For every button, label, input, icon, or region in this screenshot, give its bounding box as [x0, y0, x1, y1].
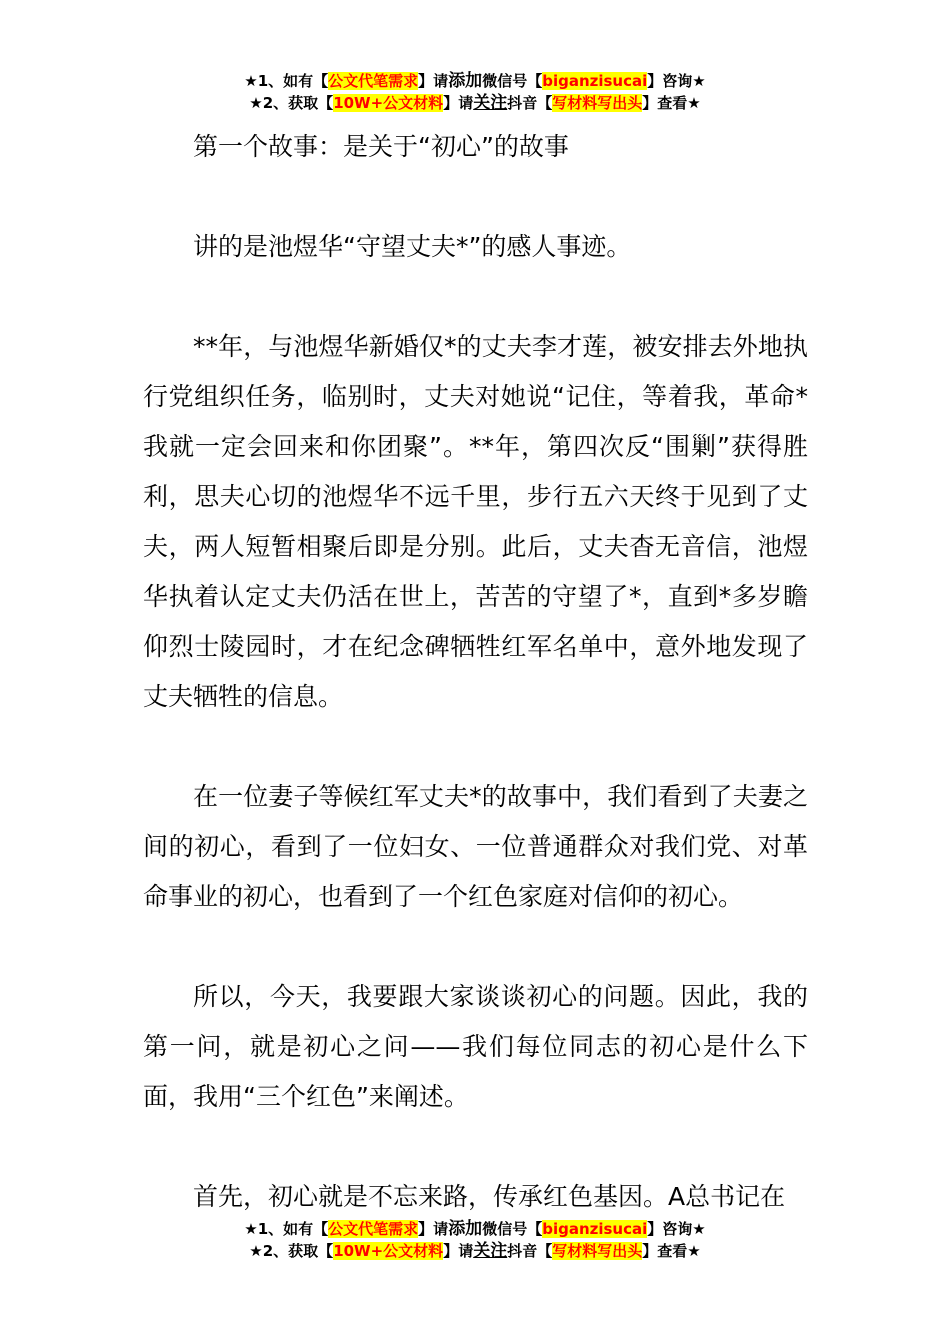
- banner-highlight: 写材料写出头: [552, 1242, 643, 1260]
- banner-text: 】请: [443, 94, 474, 112]
- banner-text: 】咨询★: [647, 72, 706, 90]
- banner-emphasis: 关注: [473, 93, 508, 113]
- paragraph: 所以，今天，我要跟大家谈谈初心的问题。因此，我的第一问，就是初心之问——我们每位同志的初心是什么下面，我用“三个红色”来阐述。: [143, 982, 808, 1111]
- banner-text: 】咨询★: [647, 1220, 706, 1238]
- banner-highlight: 10W+公文材料: [333, 1242, 444, 1260]
- banner-text: ★2、获取【: [249, 94, 334, 112]
- banner-highlight: 10W+公文材料: [333, 94, 444, 112]
- banner-emphasis: 添加: [448, 71, 483, 91]
- paragraph: 讲的是池煜华“守望丈夫*”的感人事迹。: [193, 232, 632, 261]
- banner-line-2: [0, 92, 950, 114]
- document-body: [143, 122, 808, 1222]
- banner-highlight: 写材料写出头: [552, 94, 643, 112]
- paragraph: 在一位妻子等候红军丈夫*的故事中，我们看到了夫妻之间的初心，看到了一位妇女、一位普通群众对我们党、对革命事业的初心，也看到了一个红色家庭对信仰的初心。: [143, 782, 808, 911]
- banner-highlight: 公文代笔需求: [328, 72, 419, 90]
- banner-text: 】请: [443, 1242, 474, 1260]
- banner-highlight: biganzisucai: [542, 1220, 648, 1238]
- banner-text: ★1、如有【: [244, 72, 329, 90]
- banner-highlight: biganzisucai: [542, 72, 648, 90]
- banner-highlight: 公文代笔需求: [328, 1220, 419, 1238]
- banner-text: 】请: [418, 1220, 449, 1238]
- bottom-banner: [0, 1218, 950, 1262]
- banner-text: 抖音【: [507, 1242, 553, 1260]
- banner-text: 】请: [418, 72, 449, 90]
- story-title: 第一个故事：是关于“初心”的故事: [193, 132, 569, 161]
- banner-text: 抖音【: [507, 94, 553, 112]
- banner-emphasis: 关注: [473, 1241, 508, 1261]
- banner-text: 微信号【: [482, 72, 543, 90]
- paragraph: **年，与池煜华新婚仅*的丈夫李才莲，被安排去外地执行党组织任务，临别时，丈夫对她说“记住，等着我，革命*我就一定会回来和你团聚”。**年，第四次反“围剿”获得胜利，思夫心切的池煜华不远千里，步行五六天终于见到了丈夫，两人短暂相聚后即是分别。此后，丈夫杳无音信，池煜华执着认定丈夫仍活在世上，苦苦的守望了*，直到*多岁瞻仰烈士陵园时，才在纪念碑牺牲红军名单中，意外地发现了丈夫牺牲的信息。: [143, 332, 808, 711]
- banner-emphasis: 添加: [448, 1219, 483, 1239]
- banner-text: 】查看★: [642, 94, 701, 112]
- banner-text: ★2、获取【: [249, 1242, 334, 1260]
- top-banner: [0, 70, 950, 114]
- banner-line-1: [0, 70, 950, 92]
- banner-text: ★1、如有【: [244, 1220, 329, 1238]
- banner-text: 】查看★: [642, 1242, 701, 1260]
- banner-line-1: [0, 1218, 950, 1240]
- banner-text: 微信号【: [482, 1220, 543, 1238]
- paragraph: 首先，初心就是不忘来路，传承红色基因。A总书记在: [193, 1182, 786, 1211]
- banner-line-2: [0, 1240, 950, 1262]
